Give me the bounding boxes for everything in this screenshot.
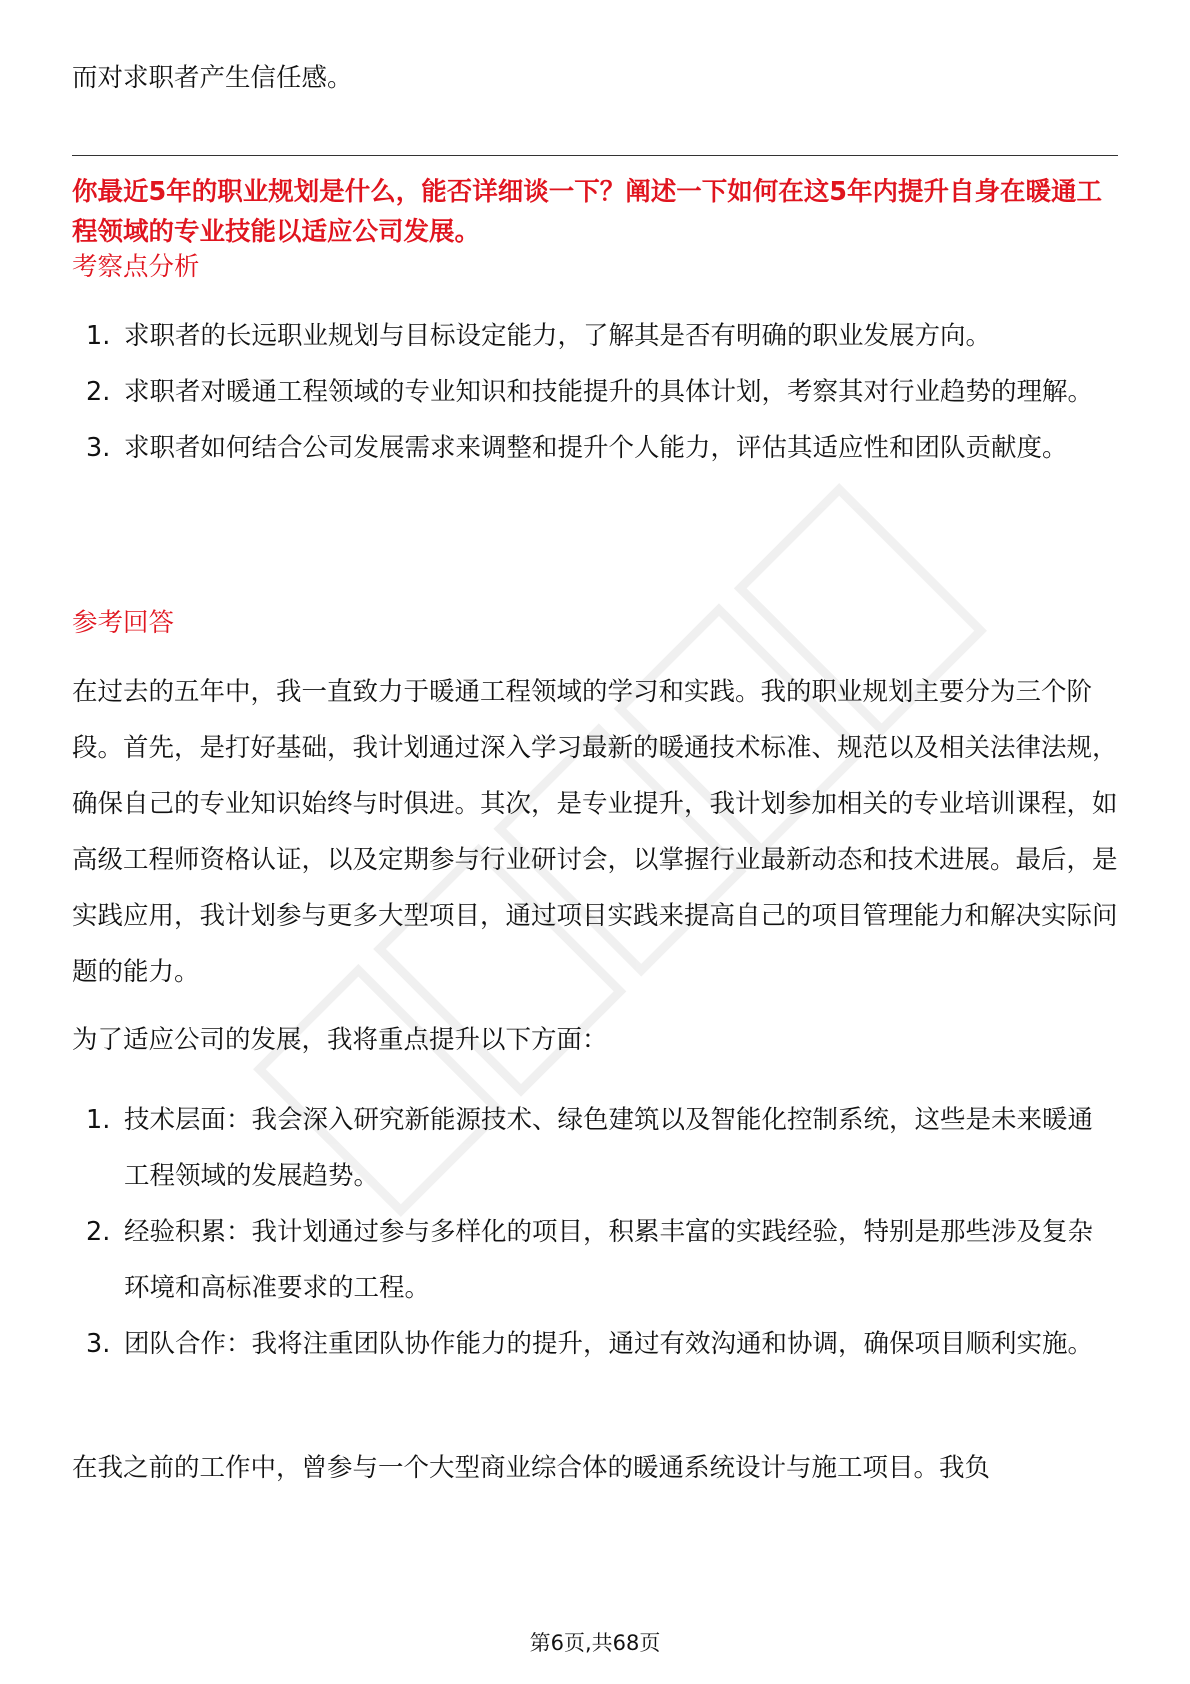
intro-tail-text: 而对求职者产生信任感。 [72,63,353,93]
list-text: 经验积累：我计划通过参与多样化的项目，积累丰富的实践经验，特别是那些涉及复杂环境和高标准要求的工程。 [124,1217,1094,1303]
answer-paragraph-1: 在过去的五年中，我一直致力于暖通工程领域的学习和实践。我的职业规划主要分为三个阶段。首先，是打好基础，我计划通过深入学习最新的暖通技术标准、规范以及相关法律法规，确保自己的专业知识始终与时俱进。其次，是专业提升，我计划参加相关的专业培训课程，如高级工程师资格认证，以及定期参与行业研讨会，以掌握行业最新动态和技术进展。最后，是实践应用，我计划参与更多大型项目，通过项目实践来提高自己的项目管理能力和解决实际问题的能力。 [72,677,1118,987]
list-item [72,1204,1118,1316]
analysis-title: 考察点分析 [72,252,200,282]
analysis-list [72,308,1118,476]
list-number: 1. [86,1105,111,1135]
list-number: 3. [86,433,111,463]
answer-title: 参考回答 [72,608,175,638]
list-item [72,1316,1118,1372]
list-number: 1. [86,321,111,351]
list-text: 求职者对暖通工程领域的专业知识和技能提升的具体计划，考察其对行业趋势的理解。 [124,377,1094,407]
list-text: 求职者如何结合公司发展需求来调整和提升个人能力，评估其适应性和团队贡献度。 [124,433,1068,463]
list-number: 3. [86,1329,111,1359]
page-number: 第6页,共68页 [529,1631,661,1655]
section-divider [72,155,1118,156]
answer-paragraph-2: 为了适应公司的发展，我将重点提升以下方面： [72,1025,608,1055]
list-item [72,308,1118,364]
list-number: 2. [86,1217,111,1247]
question-heading: 你最近5年的职业规划是什么，能否详细谈一下？阐述一下如何在这5年内提升自身在暖通工程领域的专业技能以适应公司发展。 [72,177,1102,247]
list-text: 团队合作：我将注重团队协作能力的提升，通过有效沟通和协调，确保项目顺利实施。 [124,1329,1094,1359]
list-number: 2. [86,377,111,407]
list-text: 求职者的长远职业规划与目标设定能力，了解其是否有明确的职业发展方向。 [124,321,992,351]
list-item [72,420,1118,476]
answer-paragraph-3: 在我之前的工作中，曾参与一个大型商业综合体的暖通系统设计与施工项目。我负 [72,1453,991,1483]
answer-list [72,1092,1118,1372]
list-text: 技术层面：我会深入研究新能源技术、绿色建筑以及智能化控制系统，这些是未来暖通工程领域的发展趋势。 [124,1105,1094,1191]
list-item [72,364,1118,420]
list-item [72,1092,1118,1204]
